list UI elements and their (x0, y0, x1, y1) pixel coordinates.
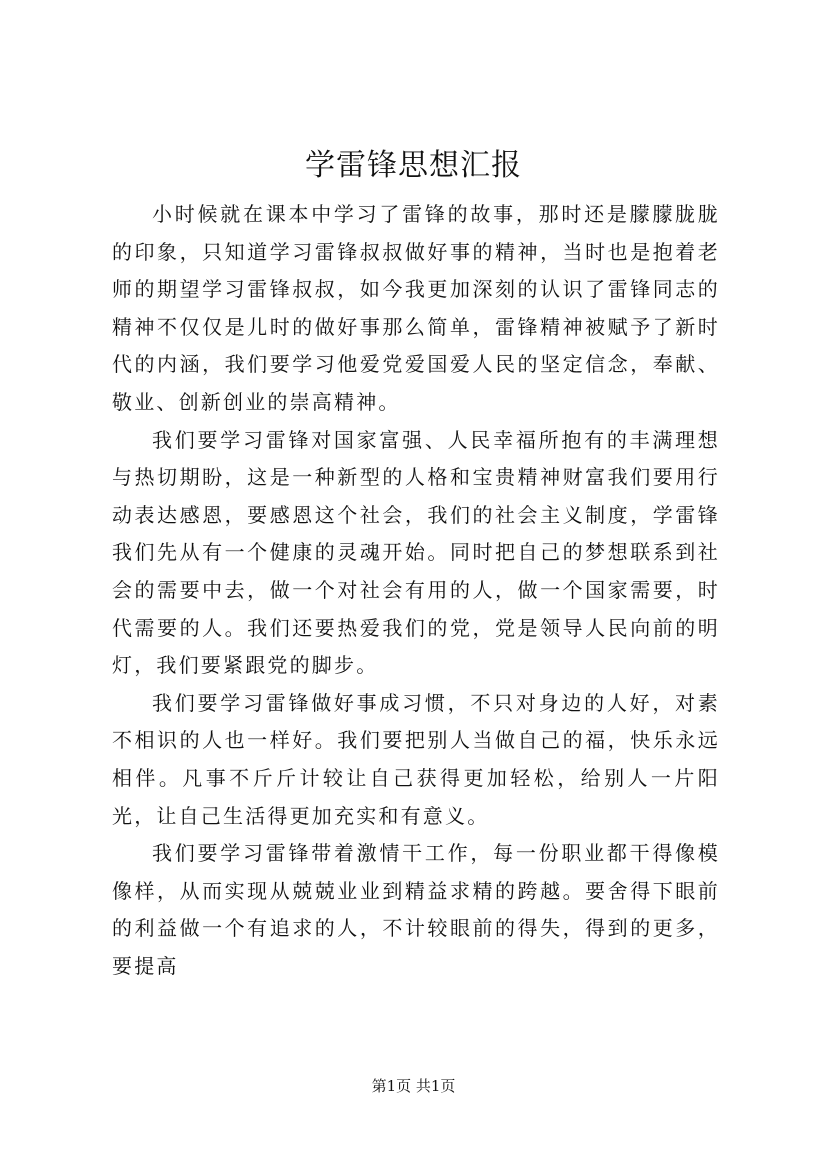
page-footer: 第1页 共1页 (371, 1077, 456, 1095)
document-title: 学雷锋思想汇报 (305, 148, 522, 183)
document-body (112, 196, 720, 985)
paragraph-3: 我们要学习雷锋做好事成习惯，不只对身边的人好，对素不相识的人也一样好。我们要把别人当做自己的福，快乐永远相伴。凡事不斤斤计较让自己获得更加轻松，给别人一片阳光，让自己生活得更加充实和有意义。 (112, 690, 720, 828)
paragraph-2: 我们要学习雷锋对国家富强、人民幸福所抱有的丰满理想与热切期盼，这是一种新型的人格和宝贵精神财富我们要用行动表达感恩，要感恩这个社会，我们的社会主义制度，学雷锋我们先从有一个健康的灵魂开始。同时把自己的梦想联系到社会的需要中去，做一个对社会有用的人，做一个国家需要，时代需要的人。我们还要热爱我们的党，党是领导人民向前的明灯，我们要紧跟党的脚步。 (112, 427, 720, 678)
paragraph-1: 小时候就在课本中学习了雷锋的故事，那时还是朦朦胧胧的印象，只知道学习雷锋叔叔做好事的精神，当时也是抱着老师的期望学习雷锋叔叔，如今我更加深刻的认识了雷锋同志的精神不仅仅是儿时的做好事那么简单，雷锋精神被赋予了新时代的内涵，我们要学习他爱党爱国爱人民的坚定信念，奉献、敬业、创新创业的崇高精神。 (112, 202, 720, 414)
paragraph-4: 我们要学习雷锋带着激情干工作，每一份职业都干得像模像样，从而实现从兢兢业业到精益求精的跨越。要舍得下眼前的利益做一个有追求的人，不计较眼前的得失，得到的更多，要提高 (112, 841, 720, 978)
